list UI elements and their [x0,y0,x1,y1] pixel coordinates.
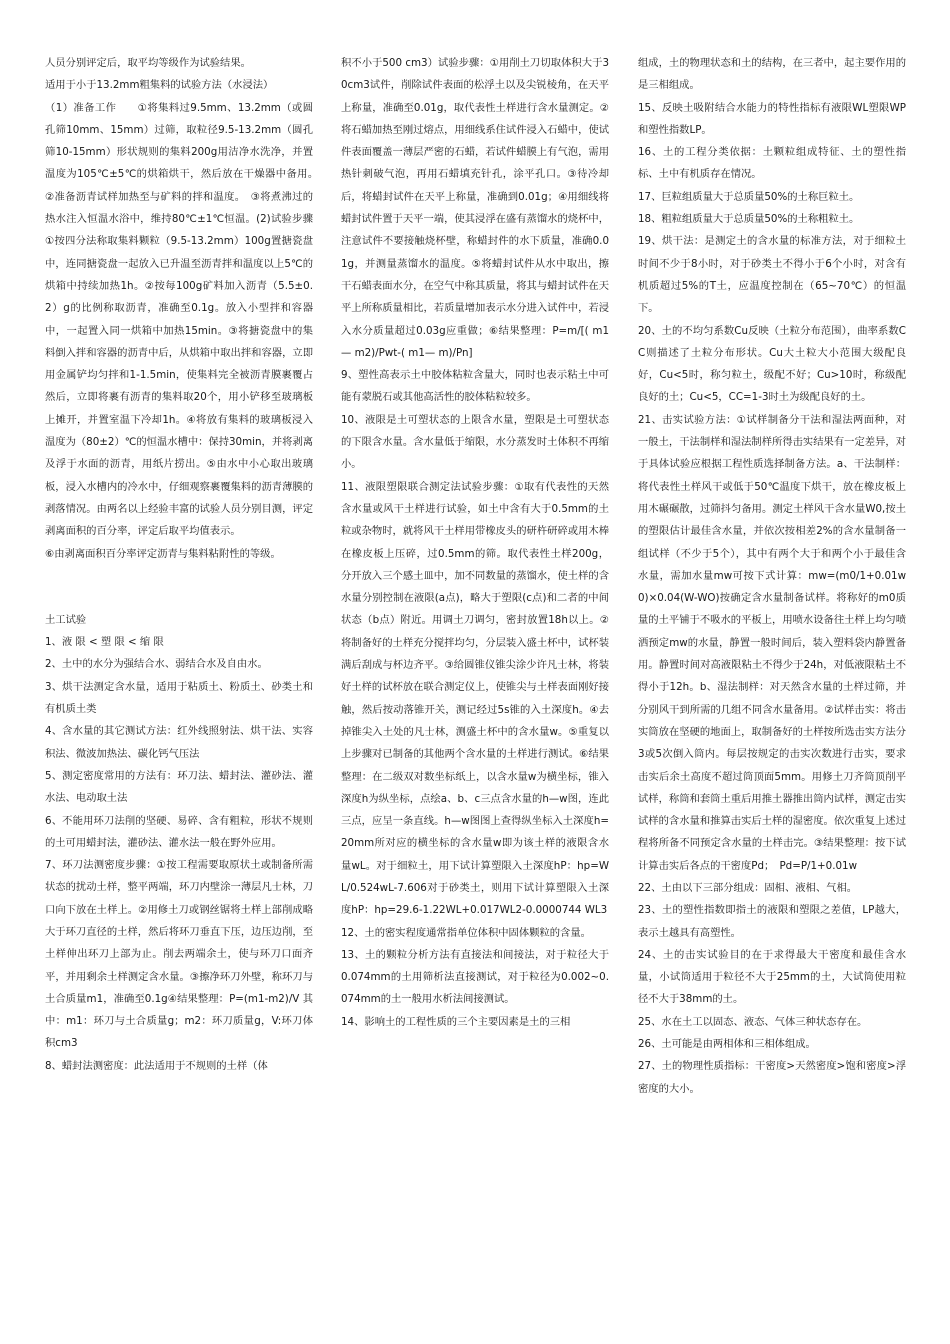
list-item: 15、反映土吸附结合水能力的特性指标有液限WL塑限WP和塑性指数LP。 [638,101,906,136]
list-item: 16、土的工程分类依据：土颗粒组成特征、土的塑性指标、土中有机质存在情况。 [638,146,906,181]
list-item: 2、土中的水分为强结合水、弱结合水及自由水。 [45,658,268,671]
list-item: 23、土的塑性指数即指土的液限和塑限之差值，LP越大，表示土越具有高塑性。 [638,904,906,939]
list-item: 1、液 限 < 塑 限 < 缩 限 [45,636,164,649]
list-item: 20、土的不均匀系数Cu反映（土粒分布范围），曲率系数CC则描述了土粒分布形状。Cu大土粒大小范围大级配良好，Cu<5时，称匀粒土，级配不好；Cu>10时，称级配良好的土；Cu<5，CC=1-3时土为级配良好的土。 [638,324,906,404]
list-item: 18、粗粒组质量大于总质量50%的土称粗粒土。 [638,213,860,226]
paragraph: 人员分别评定后，取平均等级作为试验结果。 [45,57,251,69]
list-item: 19、烘干法：是测定土的含水量的标准方法，对于细粒土时间不少于8小时，对于砂类土不得小于6个小时，对含有机质超过5%的T土，应温度控制在（65~70℃）的恒温下。 [638,235,906,315]
list-item: 22、土由以下三部分组成：固相、液相、气相。 [638,881,858,894]
list-item: 3、烘干法测定含水量，适用于粘质土、粉质土、砂类土和有机质土类 [45,680,313,716]
paragraph: ⑥由剥离面积百分率评定沥青与集料粘附性的等级。 [45,547,281,560]
list-item: 26、土可能是由两相体和三相体组成。 [638,1038,816,1051]
text-column-1 [45,52,334,1077]
list-item: 24、土的击实试验目的在于求得最大干密度和最佳含水量，小试筒适用于粒径不大于25mm的土，大试筒使用粒径不大于38mm的土。 [638,948,906,1006]
text-column-3 [638,52,906,1100]
list-item: 25、水在土工以固态、液态、气体三种状态存在。 [638,1015,868,1028]
paragraph: 适用于小于13.2mm粗集料的试验方法（水浸法） [45,79,274,92]
section-title: 土工试验 [45,613,87,626]
list-item: 6、不能用环刀法削的坚硬、易碎、含有粗粒，形状不规则的土可用蜡封法，灌砂法、灌水法一般在野外应用。 [45,814,313,849]
list-item: 组成，土的物理状态和土的结构，在三者中，起主要作用的是三相组成。 [638,57,906,92]
section-spacer [45,565,313,609]
list-item: 17、巨粒组质量大于总质量50%的土称巨粒土。 [638,190,860,203]
paragraph: （1）准备工作 ①将集料过9.5mm、13.2mm（或圆孔筛10mm、15mm）过筛，取粒径9.5-13.2mm（圆孔筛10-15mm）形状规则的集料200g用洁净水洗净，并置温度为105℃±5℃的烘箱烘干，然后放在干燥器中备用。 ②准备沥青试样加热至与矿料的拌和温度。 ③将煮沸过的热水注入恒温水浴中，维持80℃±1℃恒温。(2)试验步骤 ①按四分法称取集料颗粒（9.5-13.2mm）100g置搪瓷盘中，连同搪瓷盘一起放入已升温至沥青拌和温度以上5℃的烘箱中持续加热1h。②按每100g矿料加入沥青（5.5±0.2）g的比例称取沥青，准确至0.1g。放入小型拌和容器中，一起置入同一烘箱中加热15min。③将搪瓷盘中的集料倒入拌和容器的沥青中后，从烘箱中取出拌和容器，立即用金属铲均匀拌和1-1.5min，使集料完全被沥青膜裹覆占然后，立即将裹有沥青的集料取20个，用小铲移至玻璃板上摊开，并置室温下冷却1h。④将放有集料的玻璃板浸入温度为（80±2）℃的恒温水槽中：保持30min，并将剥离及浮于水面的沥青，用纸片捞出。⑤由水中小心取出玻璃板，浸入水槽内的冷水中，仔细观察裹覆集料的沥青薄膜的剥落情况。由两名以上经验丰富的试验人员分别目测，评定剥离面积的百分率，评定后取平均值表示。 [45,101,334,538]
list-item: 8、蜡封法测密度：此法适用于不规则的土样（体 [45,1059,268,1072]
list-item: 13、土的颗粒分析方法有直接法和间接法，对于粒径大于0.074mm的土用筛析法直接测试，对于粒径为0.002~0.074mm的土一般用水析法间接测试。 [341,948,609,1006]
list-item: 12、土的密实程度通常指单位体积中固体颗粒的含量。 [341,926,591,939]
list-item: 5、测定密度常用的方法有：环刀法、蜡封法、灌砂法、灌水法、电动取土法 [45,769,313,805]
list-item: 积不小于500 cm3）试验步骤：①用削土刀切取体积大于30cm3试件，削除试件表面的松浮土以及尖锐棱角，在天平上称量，准确至0.01g，取代表性土样进行含水量测定。②将石蜡加热至刚过熔点，用细线系住试件浸入石蜡中，使试件表面覆盖一薄层严密的石蜡，若试件蜡膜上有气泡，需用热针刺破气泡，再用石蜡填充针孔，涂平孔口。③待冷却后，将蜡封试件在天平上称量，准确到0.01g；④用细线将蜡封试件置于天平一端，使其浸浮在盛有蒸馏水的烧杯中，注意试件不要接触烧杯壁，称蜡封件的水下质量，准确0.01g，并测量蒸馏水的温度。⑤将蜡封试件从水中取出，擦干石蜡表面水分，在空气中称其质量，将其与蜡封试件在天平上所称质量相比，若质量增加表示水分进入试件中，若浸入水分质量超过0.03g应重做；⑥结果整理：P=m/[( m1— m2)/Pwt-( m1— m)/Pn] [341,57,609,359]
list-item: 11、液限塑限联合测定法试验步骤：①取有代表性的天然含水量或风干土样进行试验，如土中含有大于0.5mm的土粒或杂物时，就将风干土样用带橡皮头的研杵研碎或用木棒在橡皮板上压碎，过0.5mm的筛。取代表性土样200g，分开放入三个感土皿中，加不同数量的蒸馏水，使土样的含水量分别控制在液限(a点)，略大于塑限(c点)和二者的中间状态（b点）附近。用调土刀调匀，密封放置18h以上。②将制备好的土样充分搅拌均匀，分层装入盛土杯中，试杯装满后刮成与杯边齐平。③给圆锥仪锥尖涂少许凡士林，将装好土样的试杯放在联合测定仪上，使锥尖与土样表面刚好接触，然后按动落锥开关，测记经过5s锥的入土深度h。④去掉锥尖入土处的凡士林，测盛土杯中的含水量w。⑤重复以上步骤对已制备的其他两个含水量的土样进行测试。⑥结果整理：在二级双对数坐标纸上，以含水量w为横坐标，锥入深度h为纵坐标，点绘a、b、c三点含水量的h—w图，连此三点，应呈一条直线。h—w图图上查得纵坐标入土深度h=20mm所对应的横坐标的含水量w即为该土样的液限含水量wL。对于细粒土，用下试计算塑限入土深度hP：hp=WL/0.524wL-7.606对于砂类土，则用下试计算塑限入土深度hP：hp=29.6-1.22WL+0.017WL2-0.0000744 WL3 [341,480,609,917]
list-item: 14、影响土的工程性质的三个主要因素是土的三相 [341,1015,571,1028]
list-item: 10、液限是土可塑状态的上限含水量，塑限是土可塑状态的下限含水量。含水量低于缩限，水分蒸发时土体积不再缩小。 [341,413,609,471]
list-item: 21、击实试验方法：①试样制备分干法和湿法两面种，对一般土，干法制样和湿法制样所得击实结果有一定差异，对于具体试验应根据工程性质选择制备方法。a、干法制样：将代表性土样风干或低于50℃温度下烘干，放在橡皮板上用木碾碾散，过筛抖匀备用。测定土样风干含水量W0,按土的塑限估计最佳含水量，并依次按相差2%的含水量制备一组试样（不少于5个），其中有两个大于和两个小于最佳含水量，需加水量mw可按下式计算：mw=(m0/1+0.01w0)×0.04(W-WO)按确定含水量制备试样。将称好的m0质量的土平铺于不吸水的平板上，用喷水设备往土样上均匀喷洒预定mw的水量，静置一般时间后，装入塑料袋内静置备用。静置时间对高液限粘土不得少于24h，对低液限粘土不得小于12h。b、湿法制样：对天然含水量的土样过筛，并分别风干到所需的几组不同含水量备用。②试样击实：将击实筒放在坚硬的地面上，取制备好的土样按所选击实方法分3或5次倒入筒内。每层按规定的击实次数进行击实，要求击实后余土高度不超过筒顶面5mm。用修土刀齐筒顶削平试样，称筒和套筒土重后用推土器推出筒内试样，测定击实试样的含水量和推算击实后土样的湿密度。依次重复上述过程将所备不同预定含水量的土样击完。③结果整理：按下试计算击实后各点的干密度Pd； Pd=P/1+0.01w [638,413,906,872]
list-item: 9、塑性高表示土中胶体粘粒含量大，同时也表示粘土中可能有蒙脱石或其他高活性的胶体粘粒较多。 [341,369,609,404]
list-item: 7、环刀法测密度步骤：①按工程需要取原状土或制备所需状态的扰动土样，整平两端，环刀内壁涂一薄层凡士林，刀口向下放在土样上。②用修土刀或钢丝锯将土样上部削成略大于环刀直径的土样，然后将环刀垂直下压，边压边削，至土样伸出环刀上部为止。削去两端余土，使与环刀口面齐平，并用剩余土样测定含水量。③擦净环刀外壁，称环刀与土合质量m1，准确至0.1g④结果整理：P=(m1-m2)/V 其中：m1：环刀与土合质量g；m2：环刀质量g，V:环刀体积cm3 [45,859,313,1050]
list-item: 4、含水量的其它测试方法：红外线照射法、烘干法、实容积法、微波加热法、碳化钙气压法 [45,725,313,760]
text-column-2 [341,52,609,1033]
list-item: 27、土的物理性质指标：干密度>天然密度>饱和密度>浮密度的大小。 [638,1060,906,1095]
